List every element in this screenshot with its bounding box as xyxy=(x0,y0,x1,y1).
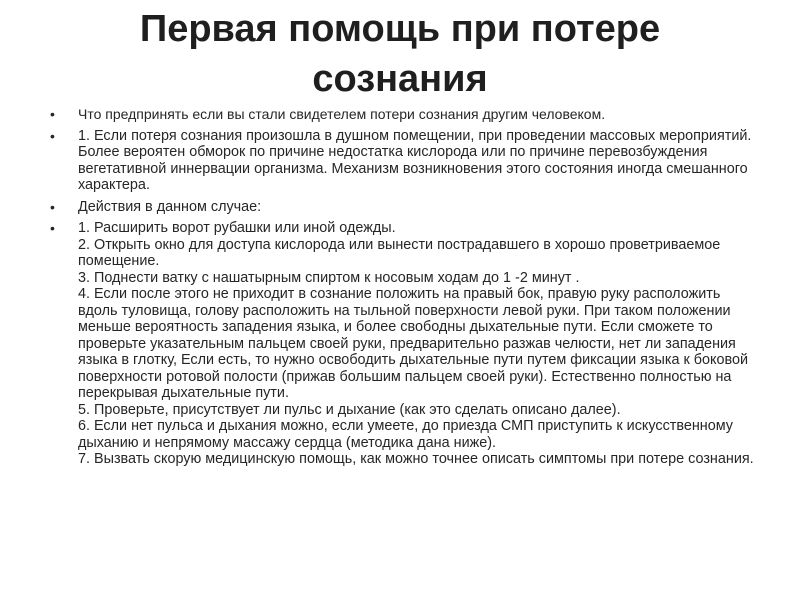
step-2: 2. Открыть окно для доступа кислорода или вынести пострадавшего в хорошо проветриваемое помещение. xyxy=(78,236,721,269)
step-1: 1. Расширить ворот рубашки или иной одежды. xyxy=(78,220,396,236)
bullet-dot-icon: • xyxy=(50,127,55,144)
bullet-item xyxy=(50,128,762,194)
step-4: 4. Если после этого не приходит в сознание положить на правый бок, правую руку расположить вдоль туловища, голову расположить на тыльной поверхности левой руки. При таком положении меньше вероятность западения языка, и более свободны дыхательные пути. Если сможете то проверьте указательным пальцем своей руки, предварительно разжав челюсти, нет ли западения языка в глотку, Если есть, то нужно освободить дыхательные пути путем фиксации языка к боковой поверхности ротовой полости (прижав большим пальцем своей руки). Естественно полностью на перекрывая дыхательные пути. xyxy=(78,286,749,401)
slide-title: Первая помощь при потере сознания xyxy=(139,8,661,100)
bullet-dot-icon: • xyxy=(50,198,55,215)
bullet-text: Действия в данном случае: xyxy=(78,198,262,215)
bullet-item xyxy=(50,199,762,216)
bullet-dot-icon: • xyxy=(50,106,55,122)
step-5: 5. Проверьте, присутствует ли пульс и дыхание (как это сделать описано далее). xyxy=(78,401,621,418)
bullet-list xyxy=(50,106,762,473)
step-7: 7. Вызвать скорую медицинскую помощь, как можно точнее описать симптомы при потере сознания. xyxy=(78,451,754,467)
step-6: 6. Если нет пульса и дыхания можно, если умеете, до приезда СМП приступить к искусственному дыханию и непрямому массажу сердца (методика дана ниже). xyxy=(78,418,733,451)
bullet-text: 1. Если потеря сознания произошла в душном помещении, при проведении массовых мероприятий. Более вероятен обморок по причине недостатка кислорода или по причине перевозбуждения вегетативной иннервации организма. Механизм возникновения этого состояния иногда смешанного характера. xyxy=(78,127,752,193)
bullet-item xyxy=(50,106,762,123)
bullet-dot-icon: • xyxy=(50,220,55,236)
bullet-text: Что предпринять если вы стали свидетелем потери сознания другим человеком. xyxy=(78,106,606,122)
step-3: 3. Поднести ватку с нашатырным спиртом к носовым ходам до 1 -2 минут . xyxy=(78,269,580,286)
bullet-item-steps xyxy=(50,220,762,468)
